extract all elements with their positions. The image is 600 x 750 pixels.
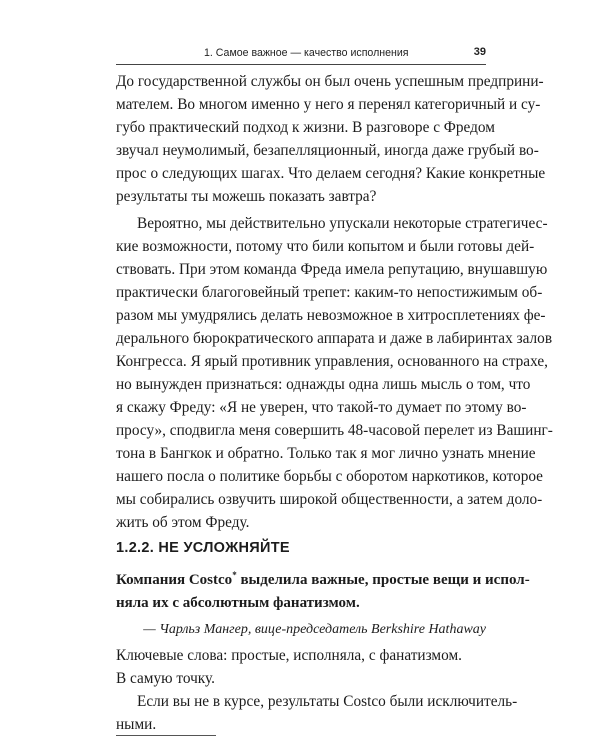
chapter-title: 1. Самое важное — качество исполнения (204, 47, 409, 59)
body-line: я скажу Фреду: «Я не уверен, что такой-то думает по этому во- (116, 399, 527, 416)
body-line: Конгресса. Я ярый противник управления, основанного на страхе, (116, 353, 548, 370)
body-line: Вероятно, мы действительно упускали некоторые стратегичес- (137, 215, 548, 232)
body-line: кие возможности, потому что били копытом и были готовы дей- (116, 238, 535, 255)
body-line: разом мы умудрялись делать невозможное в хитросплетениях фе- (116, 307, 546, 324)
attribution-name: — Чарльз Мангер, (143, 622, 252, 637)
body-line: жить об этом Фреду. (116, 514, 250, 531)
section-heading: 1.2.2. НЕ УСЛОЖНЯЙТЕ (116, 540, 290, 556)
header-rule (116, 64, 486, 65)
epigraph-attribution (143, 620, 486, 640)
body-line: дерального бюрократического аппарата и даже в лабиринтах залов (116, 330, 553, 347)
body-line: губо практический подход к жизни. В разговоре с Фредом (116, 119, 495, 136)
body-line: результаты ты можешь показать завтра? (116, 188, 377, 205)
body-line: просу», сподвигла меня совершить 48-часовой перелет из Вашинг- (116, 422, 553, 439)
footnote-rule (116, 735, 216, 736)
epigraph-text: Компания Costco (116, 572, 233, 588)
page-number: 39 (473, 46, 486, 58)
body-line: Если вы не в курсе, результаты Costco были исключитель- (137, 693, 518, 710)
body-line: мателем. Во многом именно у него я перенял категоричный и су- (116, 96, 541, 113)
body-line: До государственной службы он был очень успешным предприни- (116, 73, 544, 90)
epigraph-line: няла их с абсолютным фанатизмом. (116, 595, 360, 611)
epigraph-line (116, 570, 530, 590)
body-line: тона в Бангкок и обратно. Только так я мог лично узнать мнение (116, 445, 536, 462)
body-line: но вынужден признаться: однажды одна лишь мысль о том, что (116, 376, 531, 393)
epigraph-text: выделила важные, простые вещи и испол- (236, 572, 530, 588)
body-line: практически благоговейный трепет: каким-то непостижимым об- (116, 284, 543, 301)
body-line: звучал неумолимый, безапелляционный, иногда даже грубый во- (116, 142, 539, 159)
footnote-reference: * (232, 570, 237, 580)
body-line: ными. (116, 716, 157, 733)
body-line: нашего посла о политике борьбы с оборотом наркотиков, которое (116, 468, 543, 485)
attribution-role: вице-председатель Berkshire Hathaway (254, 622, 486, 637)
body-line: ствовать. При этом команда Фреда имела репутацию, внушавшую (116, 261, 548, 278)
body-line: прос о следующих шагах. Что делаем сегодня? Какие конкретные (116, 165, 546, 182)
body-line: В самую точку. (116, 670, 215, 687)
running-header (116, 45, 486, 63)
body-line: Ключевые слова: простые, исполняла, с фанатизмом. (116, 647, 462, 664)
body-line: мы собирались озвучить широкой общественности, а затем доло- (116, 491, 543, 508)
